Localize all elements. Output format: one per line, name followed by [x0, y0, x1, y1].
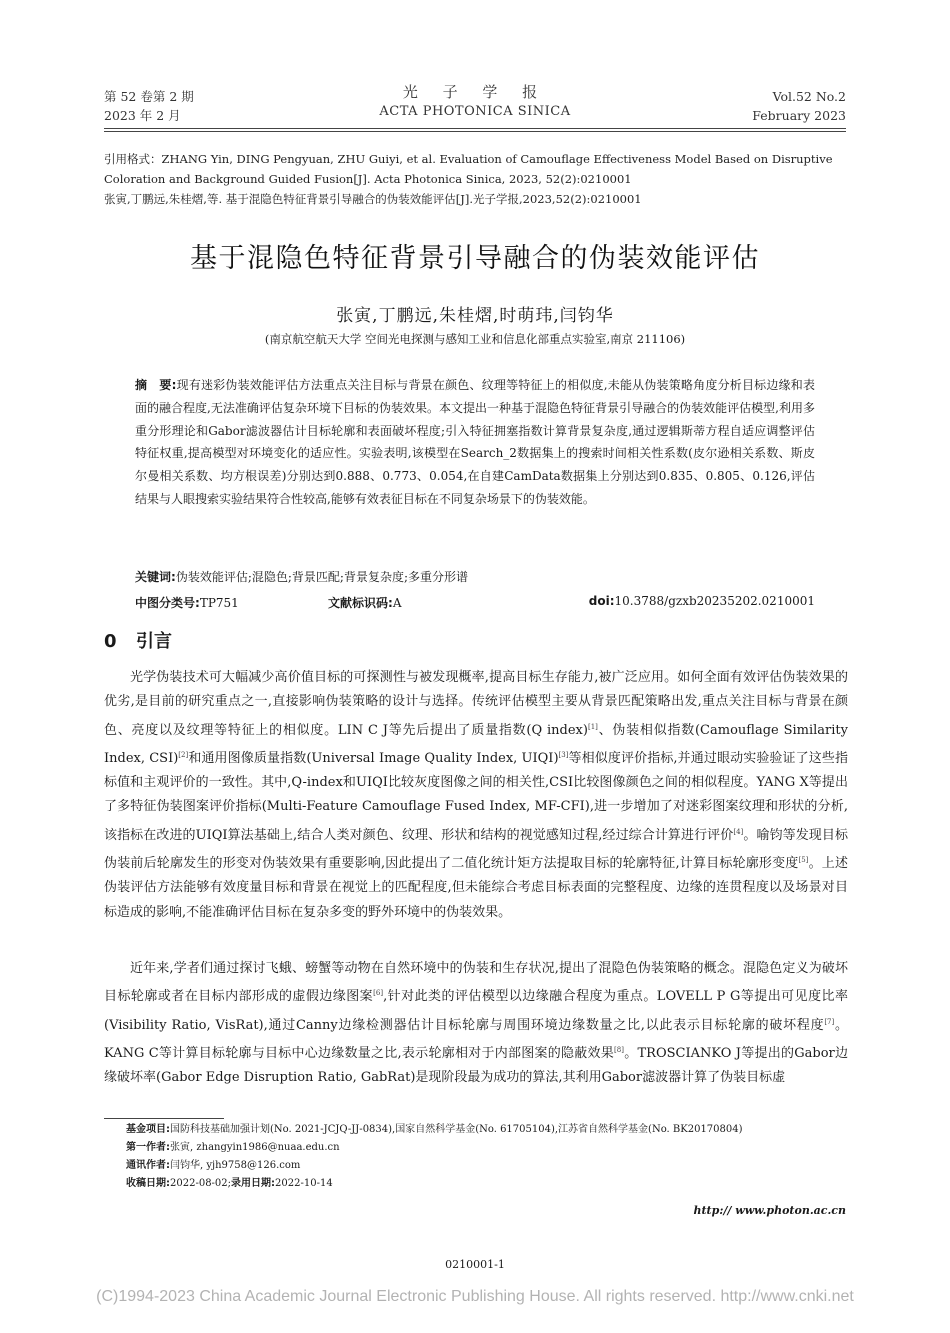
- doi-label: doi:: [588, 594, 615, 608]
- ref-6[interactable]: [6]: [373, 989, 384, 998]
- doc-value: A: [392, 596, 402, 610]
- citation-en: 引用格式：ZHANG Yin, DING Pengyuan, ZHU Guiyi, et al. Evaluation of Camouflage Effectiveness Model Based on Disruptive Coloration and Background Guided Fusion[J]. Acta Photonica Sinica, 2023, 52(2):0210001: [104, 152, 833, 186]
- volume-en: Vol.52 No.2: [772, 89, 846, 104]
- ref-2[interactable]: [2]: [178, 750, 189, 759]
- header-rule: [104, 128, 846, 129]
- ref-4[interactable]: [4]: [733, 827, 744, 836]
- p1-text-b: 、伪装相似指数(Camouflage Similarity Index, CSI): [104, 722, 848, 766]
- journal-url[interactable]: http:// www.photon.ac.cn: [693, 1204, 846, 1217]
- classification-line: [135, 594, 815, 611]
- clc-value: TP751: [199, 596, 239, 610]
- clc: [135, 596, 239, 610]
- accepted-label: 录用日期:: [231, 1178, 276, 1189]
- ref-1[interactable]: [1]: [587, 722, 598, 731]
- copyright-footer: (C)1994-2023 China Academic Journal Electronic Publishing House. All rights reserved. http://www.cnki.net: [96, 1288, 854, 1305]
- section-number: 0: [104, 631, 117, 652]
- ref-7[interactable]: [7]: [824, 1017, 835, 1026]
- paragraph-2: [104, 957, 848, 1090]
- first-author-text: 张寅, zhangyin1986@nuaa.edu.cn: [170, 1142, 340, 1153]
- ref-3[interactable]: [3]: [558, 750, 569, 759]
- p1-text-e: 。喻钧等发现目标伪装前后轮廓发生的形变对伪装效果有重要影响,因此提出了二值化统计矩方法提取目标的轮廓特征,计算目标轮廓形变度: [104, 827, 848, 872]
- journal-name-en: ACTA PHOTONICA SINICA: [379, 104, 571, 119]
- p2-text-d: 。TROSCIANKO J等提出的Gabor边缘破坏率(Gabor Edge Disruption Ratio, GabRat)是现阶段最为成功的算法,其利用Gabor滤波器计算了伪装目标虚: [104, 1045, 849, 1086]
- header-right: [752, 87, 846, 125]
- keywords-label: 关键词:: [135, 570, 176, 584]
- doi-value[interactable]: 10.3788/gzxb20235202.0210001: [614, 594, 815, 608]
- p2-text-c: 。KANG C等计算目标轮廓与目标中心边缘数量之比,表示轮廓相对于内部图案的隐蔽效果: [104, 1017, 848, 1061]
- author-list: 张寅,丁鹏远,朱桂熠,时萌玮,闫钧华: [336, 306, 614, 326]
- corresponding-label: 通讯作者:: [126, 1160, 170, 1171]
- abstract: [135, 374, 815, 511]
- paragraph-1: [104, 666, 848, 925]
- clc-label: 中图分类号:: [135, 596, 200, 610]
- ref-5[interactable]: [5]: [798, 856, 809, 865]
- p2-text-b: ,针对此类的评估模型以边缘融合程度为重点。LOVELL P G等提出可见度比率(Visibility Ratio, VisRat),通过Canny边缘检测器估计目标轮廓与周围环境边缘数量之比,以此表示目标轮廓的破坏程度: [104, 989, 848, 1033]
- section-heading: [104, 627, 172, 653]
- corresponding-text: 闫钧华, yjh9758@126.com: [170, 1160, 301, 1171]
- footnote-rule: [104, 1118, 224, 1119]
- date-en: February 2023: [752, 108, 846, 123]
- keywords: [135, 568, 815, 585]
- abstract-label: 摘 要:: [135, 378, 177, 392]
- p1-text-c: 和通用图像质量指数(Universal Image Quality Index, UIQI): [188, 750, 559, 766]
- fund-label: 基金项目:: [126, 1124, 170, 1135]
- p1-text-f: 。上述伪装评估方法能够有效度量目标和背景在视觉上的匹配程度,但未能综合考虑目标表面的完整程度、边缘的连贯程度以及场景对目标造成的影响,不能准确评估目标在复杂多变的野外环境中的伪装效果。: [104, 856, 848, 920]
- p2-text-a: 近年来,学者们通过探讨飞蛾、螃蟹等动物在自然环境中的伪装和生存状况,提出了混隐色伪装策略的概念。混隐色定义为破坏目标轮廓或者在目标内部形成的虚假边缘图案: [104, 961, 848, 1005]
- footnotes: 基金项目:国防科技基础加强计划(No. 2021-JCJQ-JJ-0834),国家自然科学基金(No. 61705104),江苏省自然科学基金(No. BK20170804) 第一作者:张寅, zhangyin1986@nuaa.edu.cn 通讯作者:闫钧华, yjh9758@126.com 收稿日期:2022-08-02;录用日期:2022-10-14: [126, 1124, 743, 1189]
- received-date: 2022-08-02: [170, 1178, 228, 1189]
- keywords-text: 伪装效能评估;混隐色;背景匹配;背景复杂度;多重分形谱: [175, 570, 468, 584]
- p1-text-d: 等相似度评价指标,并通过眼动实验验证了这些指标值和主观评价的一致性。其中,Q-index和UIQI比较灰度图像之间的相关性,CSI比较图像颜色之间的相似程度。YANG X等提出了多特征伪装图案评价指标(Multi-Feature Camouflage Fused Index, MF-CFI),进一步增加了对迷彩图案纹理和形状的分析,该指标在改进的UIQI算法基础上,结合人类对颜色、纹理、形状和结构的视觉感知过程,经过综合计算进行评价: [104, 750, 848, 843]
- paper-title: 基于混隐色特征背景引导融合的伪装效能评估: [190, 243, 760, 274]
- p1-text-a: 光学伪装技术可大幅减少高价值目标的可探测性与被发现概率,提高目标生存能力,被广泛应用。如何全面有效评估伪装效果的优劣,是目前的研究重点之一,直接影响伪装策略的设计与选择。传统评估模型主要从背景匹配策略出发,重点关注目标与背景在颜色、亮度以及纹理等特征上的相似度。LIN C J等先后提出了质量指数(Q index): [104, 670, 848, 738]
- date-cn: 2023 年 2 月: [104, 108, 181, 123]
- section-title: 引言: [136, 631, 172, 652]
- affiliation: (南京航空航天大学 空间光电探测与感知工业和信息化部重点实验室,南京 211106): [264, 332, 686, 346]
- doc-label: 文献标识码:: [328, 596, 393, 610]
- accepted-date: 2022-10-14: [275, 1178, 333, 1189]
- first-author-label: 第一作者:: [126, 1142, 170, 1153]
- volume-issue: 第 52 卷第 2 期: [104, 89, 194, 104]
- ref-8[interactable]: [8]: [614, 1045, 624, 1054]
- received-label: 收稿日期:: [126, 1178, 170, 1189]
- doi: [589, 594, 815, 608]
- doc-id: [328, 594, 401, 611]
- citation-block: [104, 149, 848, 209]
- page-number: 0210001-1: [445, 1258, 505, 1271]
- fund-text: 国防科技基础加强计划(No. 2021-JCJQ-JJ-0834),国家自然科学基金(No. 61705104),江苏省自然科学基金(No. BK20170804): [170, 1124, 743, 1135]
- journal-name-cn: 光 子 学 报: [402, 83, 548, 101]
- abstract-text: 现有迷彩伪装效能评估方法重点关注目标与背景在颜色、纹理等特征上的相似度,未能从伪装策略角度分析目标边缘和表面的融合程度,无法准确评估复杂环境下目标的伪装效果。本文提出一种基于混隐色特征背景引导融合的伪装效能评估模型,利用多重分形理论和Gabor滤波器估计目标轮廓和表面破坏程度;引入特征拥塞指数计算背景复杂度,通过逻辑斯蒂方程自适应调整评估特征权重,提高模型对环境变化的适应性。实验表明,该模型在Search_2数据集上的搜索时间相关性系数(皮尔逊相关系数、斯皮尔曼相关系数、均方根误差)分别达到0.888、0.773、0.054,在自建CamData数据集上分别达到0.835、0.805、0.126,评估结果与人眼搜索实验结果符合性较高,能够有效表征目标在不同复杂场景下的伪装效能。: [135, 378, 815, 506]
- header-rule-double: [104, 131, 846, 132]
- citation-cn: 张寅,丁鹏远,朱桂熠,等. 基于混隐色特征背景引导融合的伪装效能评估[J].光子学报,2023,52(2):0210001: [104, 192, 642, 206]
